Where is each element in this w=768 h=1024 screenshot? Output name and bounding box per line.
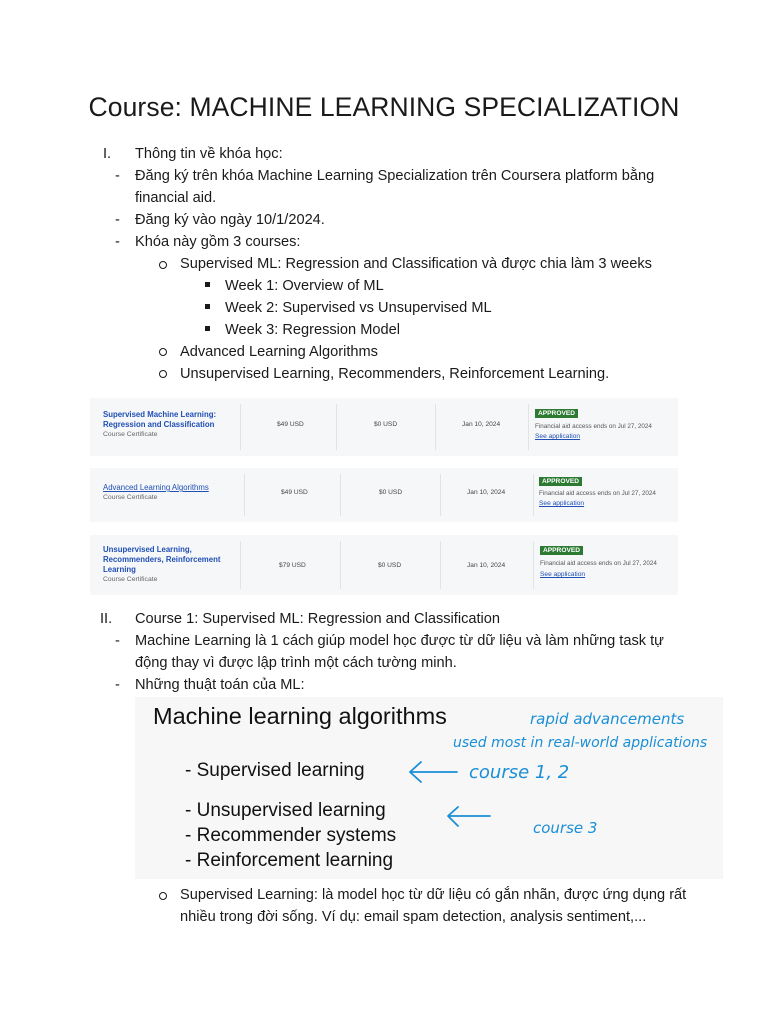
- week-item: Week 3: Regression Model: [225, 322, 400, 338]
- course-name[interactable]: Recommenders, Reinforcement: [103, 555, 221, 564]
- aid-note: Financial aid access ends on Jul 27, 2024: [539, 490, 656, 497]
- section-number: II.: [100, 611, 113, 627]
- divider: [533, 474, 534, 516]
- price: $49 USD: [277, 421, 304, 428]
- course-type: Course Certificate: [103, 576, 158, 583]
- square-bullet-icon: [205, 282, 210, 287]
- course-name[interactable]: Advanced Learning Algorithms: [103, 483, 209, 492]
- course-name[interactable]: Regression and Classification: [103, 420, 215, 429]
- sub-item: Supervised Learning: là model học từ dữ liệu có gắn nhãn, được ứng dụng rất: [180, 887, 687, 903]
- arrow-left-icon: [405, 759, 460, 785]
- ml-algorithms-slide: [135, 697, 723, 879]
- divider: [435, 404, 436, 450]
- course-name[interactable]: Supervised Machine Learning:: [103, 410, 217, 419]
- page-title: Course: MACHINE LEARNING SPECIALIZATION: [88, 92, 680, 122]
- enrollment-row: [90, 535, 678, 595]
- enrollment-row: [90, 468, 678, 522]
- amount-paid: $0 USD: [379, 489, 403, 496]
- see-application-link[interactable]: See application: [535, 433, 581, 440]
- see-application-link[interactable]: See application: [540, 571, 586, 578]
- enrollment-row: [90, 398, 678, 456]
- week-item: Week 2: Supervised vs Unsupervised ML: [225, 300, 492, 316]
- slide-item: - Reinforcement learning: [185, 850, 394, 871]
- slide-item: - Unsupervised learning: [185, 800, 386, 821]
- handwritten-note: rapid advancements: [530, 710, 685, 728]
- divider: [244, 474, 245, 516]
- aid-note: Financial aid access ends on Jul 27, 2024: [540, 560, 657, 567]
- list-item: Đăng ký trên khóa Machine Learning Specialization trên Coursera platform bằng: [135, 168, 655, 184]
- circle-bullet-icon: [159, 348, 167, 356]
- enroll-date: Jan 10, 2024: [462, 421, 501, 428]
- dash-marker: -: [115, 633, 120, 649]
- course-item: Supervised ML: Regression and Classification và được chia làm 3 weeks: [180, 256, 652, 272]
- section-number: I.: [103, 146, 112, 162]
- list-item-continuation: động thay vì được lập trình một cách tường minh.: [135, 655, 457, 671]
- course-item: Unsupervised Learning, Recommenders, Reinforcement Learning.: [180, 366, 610, 382]
- course-type: Course Certificate: [103, 494, 158, 501]
- handwritten-note: used most in real-world applications: [453, 735, 708, 751]
- dash-marker: -: [115, 677, 120, 693]
- arrow-left-icon: [443, 804, 493, 830]
- list-item-continuation: financial aid.: [135, 190, 217, 206]
- slide-item: - Recommender systems: [185, 825, 397, 846]
- course-type: Course Certificate: [103, 431, 158, 438]
- amount-paid: $0 USD: [374, 421, 398, 428]
- handwritten-note: course 3: [533, 819, 598, 837]
- divider: [240, 541, 241, 589]
- aid-note: Financial aid access ends on Jul 27, 2024: [535, 423, 652, 430]
- week-item: Week 1: Overview of ML: [225, 278, 384, 294]
- section-heading: Thông tin về khóa học:: [135, 146, 283, 162]
- course-item: Advanced Learning Algorithms: [180, 344, 378, 360]
- amount-paid: $0 USD: [378, 562, 402, 569]
- divider: [340, 474, 341, 516]
- square-bullet-icon: [205, 304, 210, 309]
- course-name[interactable]: Unsupervised Learning,: [103, 545, 192, 554]
- price: $79 USD: [279, 562, 306, 569]
- circle-bullet-icon: [159, 370, 167, 378]
- sub-item-continuation: nhiều trong đời sống. Ví dụ: email spam detection, analysis sentiment,...: [180, 909, 647, 925]
- divider: [340, 541, 341, 589]
- slide-item: - Supervised learning: [185, 760, 365, 781]
- status-badge: APPROVED: [539, 477, 582, 486]
- square-bullet-icon: [205, 326, 210, 331]
- divider: [528, 404, 529, 450]
- price: $49 USD: [281, 489, 308, 496]
- divider: [533, 541, 534, 589]
- list-item: Những thuật toán của ML:: [135, 677, 305, 693]
- dash-marker: -: [115, 234, 120, 250]
- list-item: Khóa này gồm 3 courses:: [135, 234, 301, 250]
- see-application-link[interactable]: See application: [539, 500, 585, 507]
- enroll-date: Jan 10, 2024: [467, 489, 506, 496]
- list-item: Đăng ký vào ngày 10/1/2024.: [135, 212, 325, 228]
- dash-marker: -: [115, 168, 120, 184]
- enroll-date: Jan 10, 2024: [467, 562, 506, 569]
- status-badge: APPROVED: [535, 409, 578, 418]
- handwritten-note: course 1, 2: [469, 762, 570, 783]
- list-item: Machine Learning là 1 cách giúp model học được từ dữ liệu và làm những task tự: [135, 633, 664, 649]
- dash-marker: -: [115, 212, 120, 228]
- divider: [240, 404, 241, 450]
- slide-title: Machine learning algorithms: [153, 703, 447, 729]
- section-heading: Course 1: Supervised ML: Regression and Classification: [135, 611, 501, 627]
- circle-bullet-icon: [159, 261, 167, 269]
- circle-bullet-icon: [159, 892, 167, 900]
- divider: [440, 541, 441, 589]
- status-badge: APPROVED: [540, 546, 583, 555]
- divider: [336, 404, 337, 450]
- divider: [440, 474, 441, 516]
- course-name[interactable]: Learning: [103, 565, 136, 574]
